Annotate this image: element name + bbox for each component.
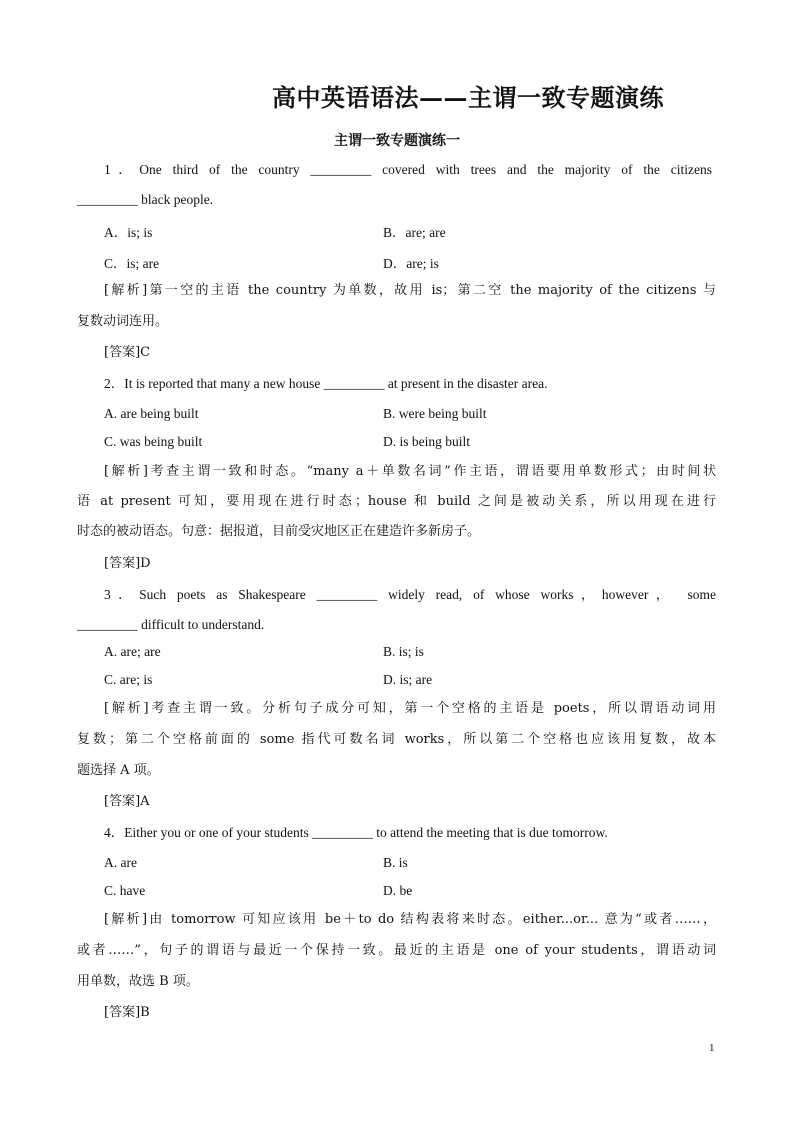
question-2-analysis-line-2: 语 at present 可知，要用现在进行时态；house 和 build 之间是被动关系，所以用现在进行 (77, 494, 716, 509)
question-4-option-c: C. have (104, 883, 146, 898)
question-3-option-a: A. are; are (104, 644, 161, 659)
question-3-analysis-line-1: [解析]考查主谓一致。分析句子成分可知，第一个空格的主语是 poets，所以谓语动词用 (104, 701, 716, 716)
question-2-line-1: 2．It is reported that many a new house _________ at present in the disaster area. (104, 376, 548, 391)
question-2-analysis-line-1: [解析]考查主谓一致和时态。“many a＋单数名词”作主语，谓语要用单数形式；由时间状 (104, 464, 716, 479)
question-3-analysis-line-3: 题选择 A 项。 (77, 763, 160, 778)
question-3-line-1: 3．Such poets as Shakespeare _________ widely read, of whose works，however， some (104, 587, 716, 602)
question-1-option-d: D．are; is (383, 256, 439, 271)
question-4-answer: [答案]B (104, 1005, 150, 1020)
question-1-answer: [答案]C (104, 345, 151, 360)
question-1-analysis-line-1: [解析]第一空的主语 the country 为单数，故用 is；第二空 the majority of the citizens 与 (104, 283, 716, 298)
question-2-option-c: C. was being built (104, 434, 203, 449)
question-3-line-2: _________ difficult to understand. (77, 617, 265, 632)
section-subtitle: 主谓一致专题演练一 (334, 133, 460, 149)
question-1-option-b: B．are; are (383, 225, 446, 240)
question-4-analysis-line-1: [解析]由 tomorrow 可知应该用 be＋to do 结构表将来时态。either...or... 意为“或者……， (104, 912, 716, 927)
question-4-option-b: B. is (383, 855, 408, 870)
question-1-option-a: A．is; is (104, 225, 153, 240)
question-2-option-b: B. were being built (383, 406, 487, 421)
question-4-option-d: D. be (383, 883, 413, 898)
question-1-line-1: 1．One third of the country _________ covered with trees and the majority of the citizens (104, 162, 712, 177)
question-3-option-b: B. is; is (383, 644, 424, 659)
question-1-option-c: C．is; are (104, 256, 160, 271)
question-4-analysis-line-2: 或者……”，句子的谓语与最近一个保持一致。最近的主语是 one of your students，谓语动词 (77, 943, 716, 958)
question-3-analysis-line-2: 复数；第二个空格前面的 some 指代可数名词 works，所以第二个空格也应该用复数，故本 (77, 732, 716, 747)
question-3-option-c: C. are; is (104, 672, 153, 687)
question-2-option-a: A. are being built (104, 406, 199, 421)
question-2-option-d: D. is being built (383, 434, 470, 449)
question-3-option-d: D. is; are (383, 672, 433, 687)
page-number: 1 (709, 1042, 715, 1054)
question-3-answer: [答案]A (104, 794, 150, 809)
question-4-analysis-line-3: 用单数，故选 B 项。 (77, 974, 199, 989)
question-1-analysis-line-2: 复数动词连用。 (77, 314, 169, 329)
question-4-line-1: 4．Either you or one of your students _________ to attend the meeting that is due tomorrow. (104, 825, 608, 840)
question-1-line-2: _________ black people. (77, 192, 214, 207)
question-2-analysis-line-3: 时态的被动语态。句意：据报道，目前受灾地区正在建造许多新房子。 (77, 524, 481, 539)
question-4-option-a: A. are (104, 855, 137, 870)
page-title: 高中英语语法——主谓一致专题演练 (272, 83, 664, 112)
question-2-answer: [答案]D (104, 556, 151, 571)
